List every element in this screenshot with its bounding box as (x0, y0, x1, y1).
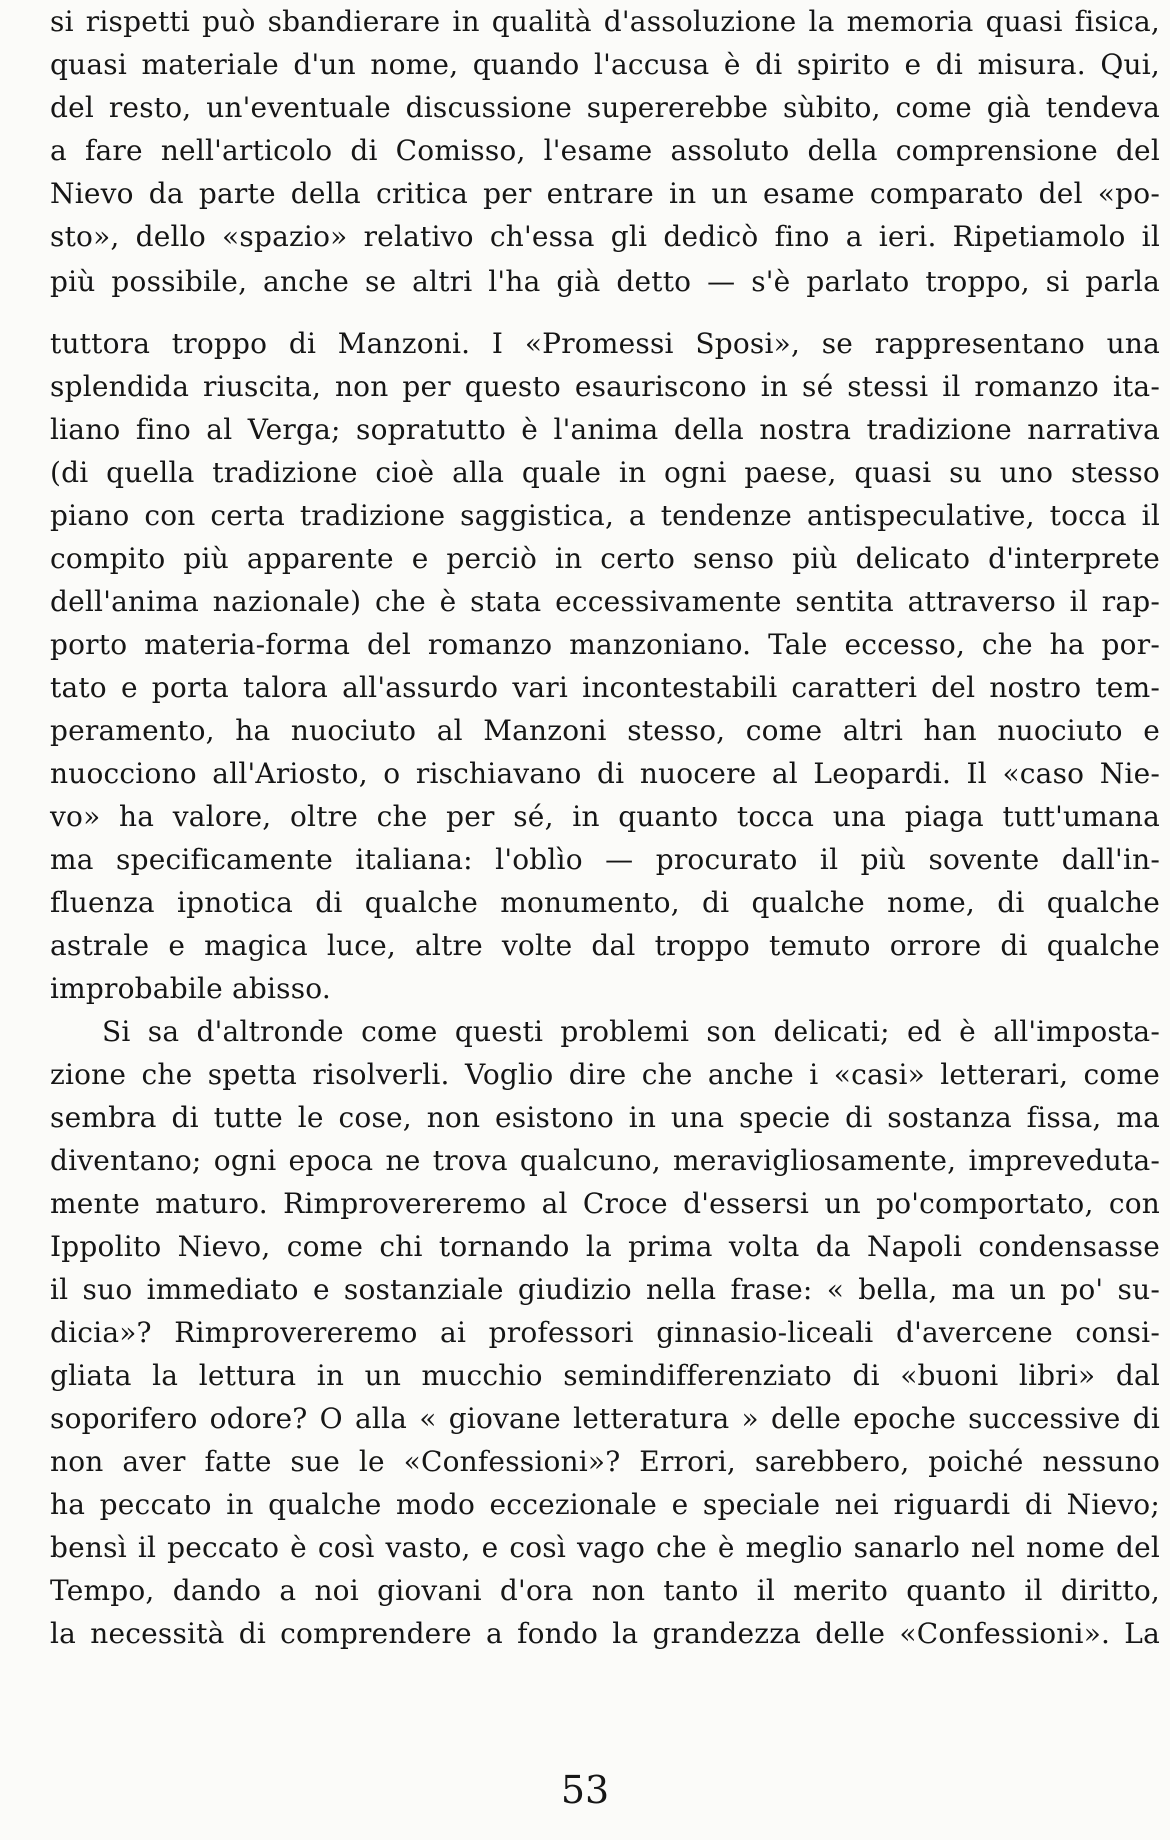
text-line: tuttora troppo di Manzoni. I «Promessi Sposi», se rappresentano una (50, 327, 1160, 360)
body-text (50, 0, 1160, 1655)
text-line: peramento, ha nuociuto al Manzoni stesso, come altri han nuociuto e (50, 714, 1160, 747)
text-line: del resto, un'eventuale discussione supererebbe sùbito, come già tendeva (50, 91, 1160, 124)
paragraph-end-line: improbabile abisso. (50, 972, 331, 1005)
text-line: compito più apparente e perciò in certo senso più delicato d'interprete (50, 542, 1160, 575)
text-line: (di quella tradizione cioè alla quale in ogni paese, quasi su uno stesso (50, 456, 1160, 489)
text-line: porto materia-forma del romanzo manzoniano. Tale eccesso, che ha por- (50, 628, 1160, 661)
text-line: splendida riuscita, non per questo esauriscono in sé stessi il romanzo ita- (50, 370, 1160, 403)
text-line: zione che spetta risolverli. Voglio dire che anche i «casi» letterari, come (50, 1058, 1160, 1091)
text-line: dicia»? Rimprovereremo ai professori ginnasio-liceali d'avercene consi- (50, 1316, 1160, 1349)
text-line: a fare nell'articolo di Comisso, l'esame assoluto della comprensione del (50, 134, 1160, 167)
text-line: mente maturo. Rimprovereremo al Croce d'essersi un po'comportato, con (50, 1187, 1160, 1220)
text-line: Ippolito Nievo, come chi tornando la prima volta da Napoli condensasse (50, 1230, 1160, 1263)
text-line: sto», dello «spazio» relativo ch'essa gli dedicò fino a ieri. Ripetiamolo il (50, 220, 1160, 253)
page-number: 53 (560, 1768, 610, 1812)
text-line: sembra di tutte le cose, non esistono in una specie di sostanza fissa, ma (50, 1101, 1160, 1134)
text-line: soporifero odore? O alla « giovane letteratura » delle epoche successive di (50, 1402, 1160, 1435)
text-line: quasi materiale d'un nome, quando l'accusa è di spirito e di misura. Qui, (50, 48, 1160, 81)
text-line: bensì il peccato è così vasto, e così vago che è meglio sanarlo nel nome del (50, 1531, 1160, 1564)
text-line: piano con certa tradizione saggistica, a tendenze antispeculative, tocca il (50, 499, 1160, 532)
text-line: il suo immediato e sostanziale giudizio nella frase: « bella, ma un po' su- (50, 1273, 1160, 1306)
text-line: si rispetti può sbandierare in qualità d'assoluzione la memoria quasi fisica, (50, 5, 1160, 38)
text-line: ma specificamente italiana: l'oblìo — procurato il più sovente dall'in- (50, 843, 1160, 876)
paragraph-start-line: Si sa d'altronde come questi problemi son delicati; ed è all'imposta- (102, 1015, 1160, 1048)
text-line: la necessità di comprendere a fondo la grandezza delle «Confessioni». La (50, 1617, 1160, 1650)
text-line: dell'anima nazionale) che è stata eccessivamente sentita attraverso il rap- (50, 585, 1160, 618)
text-line: fluenza ipnotica di qualche monumento, di qualche nome, di qualche (50, 886, 1160, 919)
text-line: diventano; ogni epoca ne trova qualcuno, meravigliosamente, impreveduta- (50, 1144, 1160, 1177)
text-line: tato e porta talora all'assurdo vari incontestabili caratteri del nostro tem- (50, 671, 1160, 704)
text-line: non aver fatte sue le «Confessioni»? Errori, sarebbero, poiché nessuno (50, 1445, 1160, 1478)
text-line: gliata la lettura in un mucchio semindifferenziato di «buoni libri» dal (50, 1359, 1160, 1392)
text-line: vo» ha valore, oltre che per sé, in quanto tocca una piaga tutt'umana (50, 800, 1160, 833)
text-line: ha peccato in qualche modo eccezionale e speciale nei riguardi di Nievo; (50, 1488, 1160, 1521)
text-line: astrale e magica luce, altre volte dal troppo temuto orrore di qualche (50, 929, 1160, 962)
text-line: liano fino al Verga; sopratutto è l'anima della nostra tradizione narrativa (50, 413, 1160, 446)
text-line: Nievo da parte della critica per entrare in un esame comparato del «po- (50, 177, 1160, 210)
text-line: Tempo, dando a noi giovani d'ora non tanto il merito quanto il diritto, (50, 1574, 1160, 1607)
text-line: nuocciono all'Ariosto, o rischiavano di nuocere al Leopardi. Il «caso Nie- (50, 757, 1160, 790)
text-line: più possibile, anche se altri l'ha già detto — s'è parlato troppo, si parla (50, 265, 1160, 298)
